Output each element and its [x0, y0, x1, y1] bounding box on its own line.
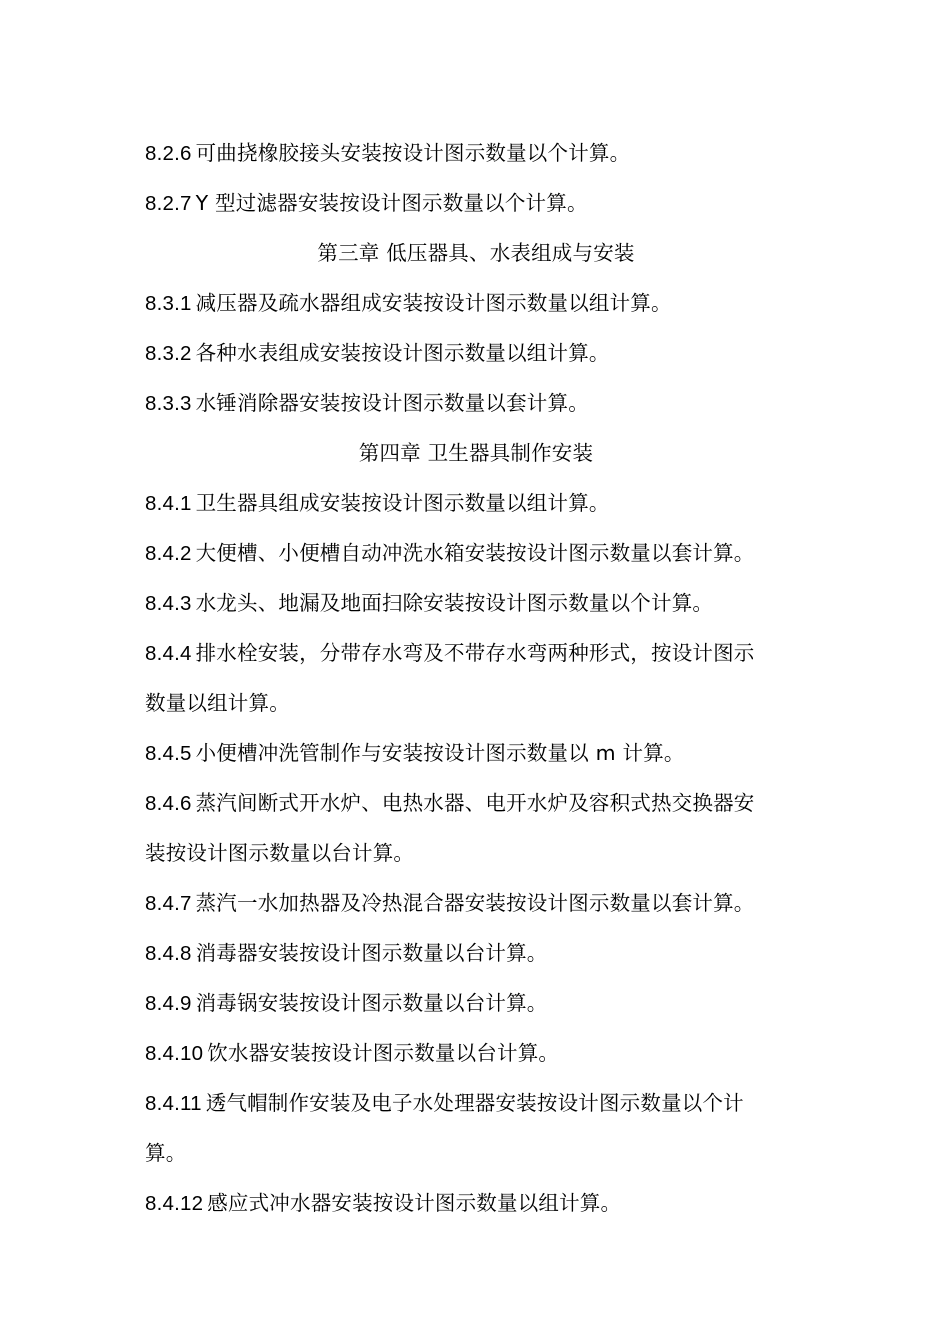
- clause-8-4-3: [145, 578, 807, 628]
- clause-8-3-2: [145, 328, 807, 378]
- clause-text: 消毒锅安装按设计图示数量以台计算。: [195, 991, 548, 1015]
- clause-number: 8.2.6: [145, 142, 192, 165]
- clause-text: 可曲挠橡胶接头安装按设计图示数量以个计算。: [195, 141, 631, 165]
- clause-number: 8.4.10: [145, 1042, 204, 1065]
- clause-8-4-11: [145, 1078, 807, 1128]
- clause-8-4-4-continued: 数量以组计算。: [145, 691, 290, 715]
- clause-8-4-12: [145, 1178, 807, 1228]
- clause-8-2-6: [145, 128, 807, 178]
- clause-8-4-9: [145, 978, 807, 1028]
- clause-8-4-4: [145, 628, 807, 678]
- clause-number: 8.4.4: [145, 642, 192, 665]
- clause-text: 蒸汽间断式开水炉、电热水器、电开水炉及容积式热交换器安: [195, 791, 755, 815]
- clause-8-4-6: [145, 778, 807, 828]
- clause-text: 水龙头、地漏及地面扫除安装按设计图示数量以个计算。: [195, 591, 714, 615]
- clause-text: 各种水表组成安装按设计图示数量以组计算。: [195, 341, 610, 365]
- chapter-3-heading: 第三章 低压器具、水表组成与安装: [317, 241, 635, 265]
- document-body: [145, 128, 807, 1228]
- clause-text: Y 型过滤器安装按设计图示数量以个计算。: [195, 191, 588, 215]
- clause-number: 8.4.9: [145, 992, 192, 1015]
- clause-8-3-3: [145, 378, 807, 428]
- clause-8-4-2: [145, 528, 807, 578]
- clause-text: 排水栓安装，分带存水弯及不带存水弯两种形式，按设计图示: [195, 641, 755, 665]
- clause-8-4-10: [145, 1028, 807, 1078]
- clause-number: 8.4.7: [145, 892, 192, 915]
- clause-number: 8.4.3: [145, 592, 192, 615]
- clause-8-2-7: [145, 178, 807, 228]
- clause-text: 透气帽制作安装及电子水处理器安装按设计图示数量以个计: [205, 1091, 744, 1115]
- clause-number: 8.4.6: [145, 792, 192, 815]
- clause-number: 8.4.5: [145, 742, 192, 765]
- clause-number: 8.4.8: [145, 942, 192, 965]
- clause-text: 小便槽冲洗管制作与安装按设计图示数量以 m 计算。: [195, 741, 685, 765]
- clause-number: 8.3.3: [145, 392, 192, 415]
- clause-8-4-8: [145, 928, 807, 978]
- clause-text: 消毒器安装按设计图示数量以台计算。: [195, 941, 548, 965]
- clause-8-3-1: [145, 278, 807, 328]
- clause-number: 8.3.2: [145, 342, 192, 365]
- clause-text: 感应式冲水器安装按设计图示数量以组计算。: [207, 1191, 622, 1215]
- clause-text: 减压器及疏水器组成安装按设计图示数量以组计算。: [195, 291, 672, 315]
- clause-8-4-7: [145, 878, 807, 928]
- clause-text: 卫生器具组成安装按设计图示数量以组计算。: [195, 491, 610, 515]
- clause-number: 8.3.1: [145, 292, 192, 315]
- clause-number: 8.4.11: [145, 1092, 202, 1115]
- chapter-4-heading: 第四章 卫生器具制作安装: [358, 441, 594, 465]
- clause-8-4-5: [145, 728, 807, 778]
- clause-number: 8.4.1: [145, 492, 192, 515]
- clause-number: 8.4.2: [145, 542, 192, 565]
- clause-number: 8.2.7: [145, 192, 192, 215]
- clause-number: 8.4.12: [145, 1192, 204, 1215]
- clause-text: 饮水器安装按设计图示数量以台计算。: [207, 1041, 560, 1065]
- clause-8-4-1: [145, 478, 807, 528]
- clause-text: 水锤消除器安装按设计图示数量以套计算。: [195, 391, 589, 415]
- clause-text: 蒸汽一水加热器及冷热混合器安装按设计图示数量以套计算。: [195, 891, 755, 915]
- clause-text: 大便槽、小便槽自动冲洗水箱安装按设计图示数量以套计算。: [195, 541, 755, 565]
- clause-8-4-6-continued: 装按设计图示数量以台计算。: [145, 841, 415, 865]
- clause-8-4-11-continued: 算。: [145, 1141, 187, 1165]
